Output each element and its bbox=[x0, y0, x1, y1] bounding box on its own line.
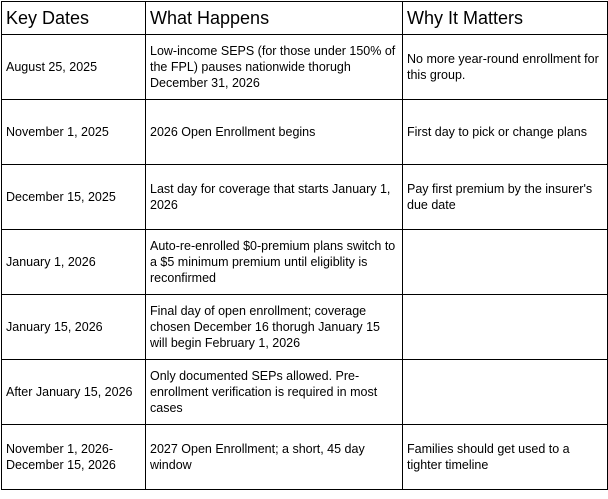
table-row bbox=[2, 35, 608, 100]
cell-date: January 15, 2026 bbox=[2, 295, 146, 360]
key-dates-table bbox=[1, 1, 608, 490]
cell-date: After January 15, 2026 bbox=[2, 360, 146, 425]
cell-date: December 15, 2025 bbox=[2, 165, 146, 230]
table-row bbox=[2, 360, 608, 425]
table-row bbox=[2, 165, 608, 230]
cell-what: Last day for coverage that starts January 1, 2026 bbox=[146, 165, 403, 230]
cell-why: Families should get used to a tighter timeline bbox=[403, 425, 608, 490]
header-what-happens: What Happens bbox=[146, 2, 403, 35]
cell-date: November 1, 2025 bbox=[2, 100, 146, 165]
cell-why: No more year-round enrollment for this group. bbox=[403, 35, 608, 100]
cell-date: January 1, 2026 bbox=[2, 230, 146, 295]
table-row bbox=[2, 230, 608, 295]
cell-date: November 1, 2026- December 15, 2026 bbox=[2, 425, 146, 490]
cell-why: Pay first premium by the insurer's due date bbox=[403, 165, 608, 230]
cell-date: August 25, 2025 bbox=[2, 35, 146, 100]
cell-why bbox=[403, 230, 608, 295]
cell-why bbox=[403, 360, 608, 425]
table-row bbox=[2, 425, 608, 490]
header-why-it-matters: Why It Matters bbox=[403, 2, 608, 35]
cell-why bbox=[403, 295, 608, 360]
cell-what: Final day of open enrollment; coverage chosen December 16 thorugh January 15 will begin February 1, 2026 bbox=[146, 295, 403, 360]
cell-what: Only documented SEPs allowed. Pre-enrollment verification is required in most cases bbox=[146, 360, 403, 425]
header-key-dates: Key Dates bbox=[2, 2, 146, 35]
table-header-row bbox=[2, 2, 608, 35]
cell-why: First day to pick or change plans bbox=[403, 100, 608, 165]
table-row bbox=[2, 100, 608, 165]
cell-what: Low-income SEPS (for those under 150% of the FPL) pauses nationwide thorugh December 31, 2026 bbox=[146, 35, 403, 100]
table-row bbox=[2, 295, 608, 360]
cell-what: 2026 Open Enrollment begins bbox=[146, 100, 403, 165]
cell-what: Auto-re-enrolled $0-premium plans switch to a $5 minimum premium until eligiblity is reconfirmed bbox=[146, 230, 403, 295]
cell-what: 2027 Open Enrollment; a short, 45 day window bbox=[146, 425, 403, 490]
